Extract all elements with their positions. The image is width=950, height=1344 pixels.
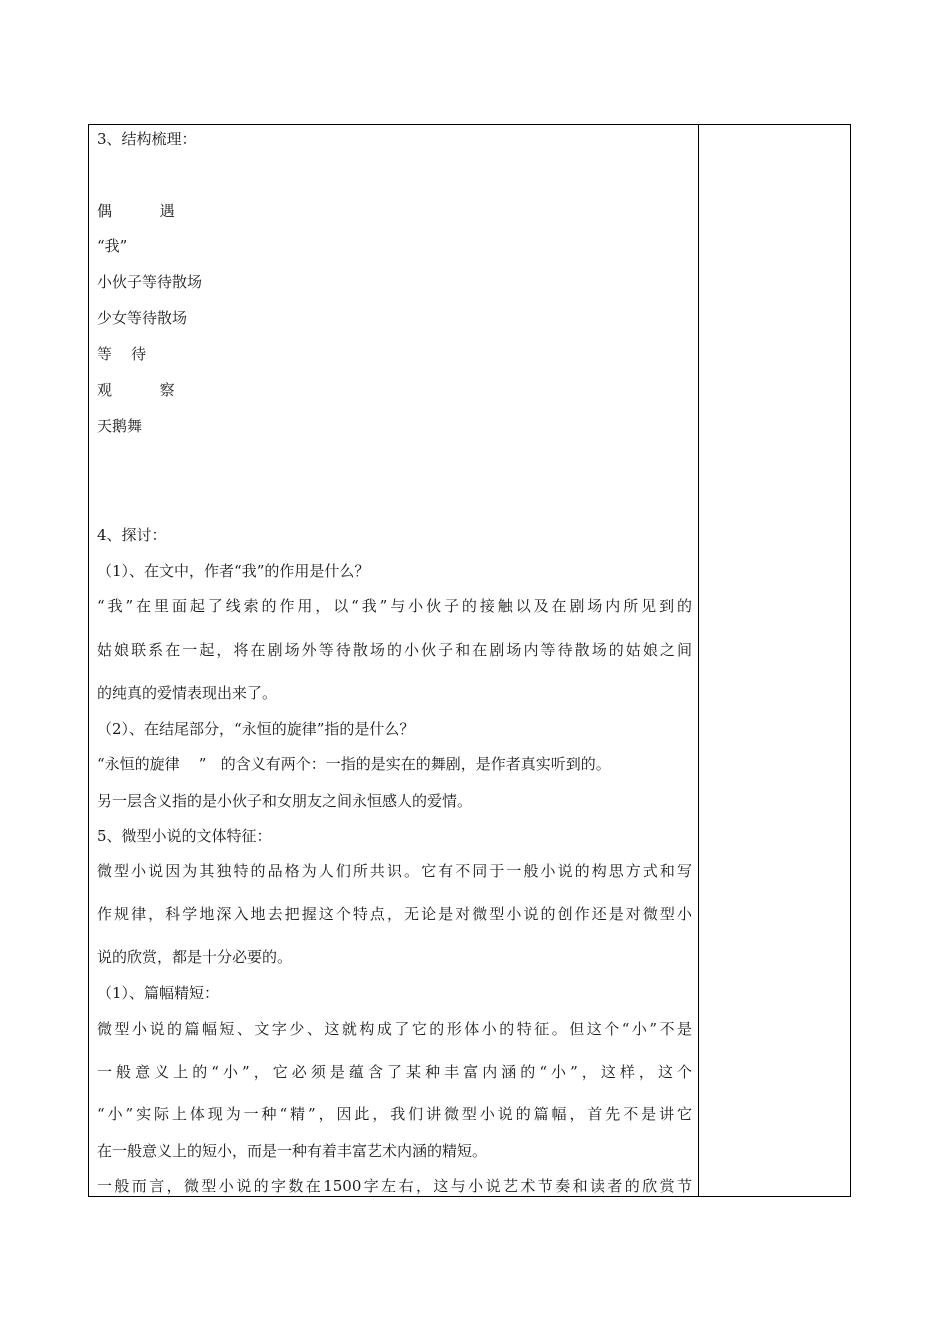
structure-item-me: “我” <box>97 237 128 255</box>
main-content-cell <box>89 125 698 1196</box>
subheading-brevity: （1）、篇幅精短： <box>97 984 220 1002</box>
structure-item-wait: 等 待 <box>97 345 147 363</box>
structure-item-girl: 少女等待散场 <box>97 309 188 327</box>
question-1: （1）、在文中，作者“我”的作用是什么？ <box>97 562 370 580</box>
paragraph-1-line-2: 作规律，科学地深入地去把握这个特点，无论是对微型小说的创作还是对微型小 <box>97 905 692 923</box>
paragraph-1-line-3: 说的欣赏，都是十分必要的。 <box>97 948 293 966</box>
paragraph-2-line-1: 微型小说的篇幅短、文字少、这就构成了它的形体小的特征。但这个“小”不是 <box>97 1020 692 1038</box>
section-5-heading: 5、微型小说的文体特征： <box>97 827 272 845</box>
answer-1-line-2: 姑娘联系在一起，将在剧场外等待散场的小伙子和在剧场内等待散场的姑娘之间 <box>97 641 692 659</box>
structure-item-young-man: 小伙子等待散场 <box>97 273 203 291</box>
section-3-heading: 3、结构梳理： <box>97 130 197 148</box>
structure-item-observe: 观 察 <box>97 381 175 399</box>
paragraph-2-line-2: 一般意义上的“小”，它必须是蕴含了某种丰富内涵的“小”，这样，这个 <box>97 1063 692 1081</box>
answer-2-line-1: “永恒的旋律 ” 的含义有两个：一指的是实在的舞剧，是作者真实听到的。 <box>97 755 611 773</box>
lesson-table <box>88 124 851 1197</box>
structure-item-swan-dance: 天鹅舞 <box>97 417 143 435</box>
answer-1-line-1: “我”在里面起了线索的作用，以“我”与小伙子的接触以及在剧场内所见到的 <box>97 597 692 615</box>
structure-item-encounter: 偶 遇 <box>97 202 175 220</box>
notes-cell <box>699 125 850 1196</box>
paragraph-1-line-1: 微型小说因为其独特的品格为人们所共识。它有不同于一般小说的构思方式和写 <box>97 862 692 880</box>
answer-2-line-2: 另一层含义指的是小伙子和女朋友之间永恒感人的爱情。 <box>97 792 473 810</box>
answer-1-line-3: 的纯真的爱情表现出来了。 <box>97 684 278 702</box>
section-4-heading: 4、探讨： <box>97 526 167 544</box>
paragraph-3-line-1: 一般而言，微型小说的字数在1500字左右，这与小说艺术节奏和读者的欣赏节 <box>97 1177 692 1195</box>
paragraph-2-line-4: 在一般意义上的短小，而是一种有着丰富艺术内涵的精短。 <box>97 1142 488 1160</box>
question-2: （2）、在结尾部分，“永恒的旋律”指的是什么？ <box>97 720 415 738</box>
paragraph-2-line-3: “小”实际上体现为一种“精”，因此，我们讲微型小说的篇幅，首先不是讲它 <box>97 1105 692 1123</box>
